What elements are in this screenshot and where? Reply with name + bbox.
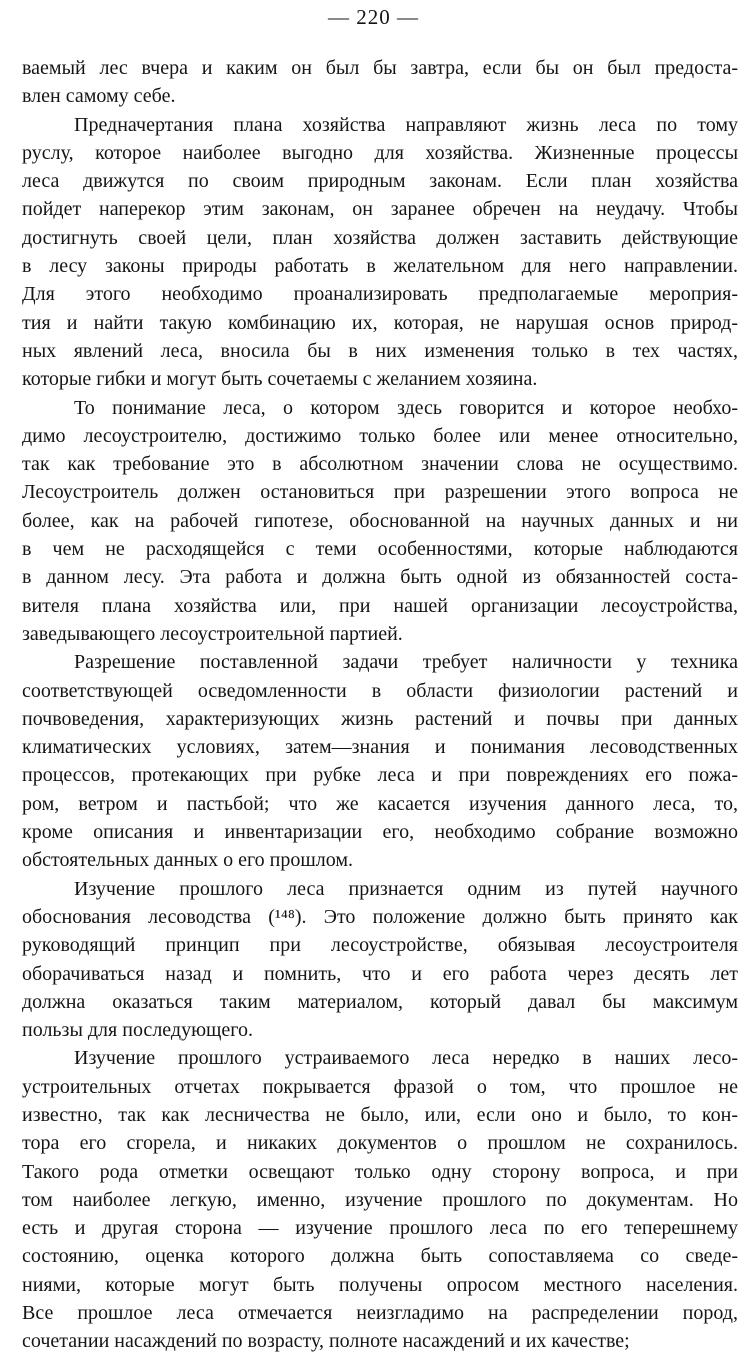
- text-line: более, как на рабочей гипотезе, обоснованной на научных данных и ни: [22, 509, 738, 532]
- text-line: должна оказаться таким материалом, который давал бы максимум: [22, 990, 738, 1013]
- text-line: влен самому себе.: [22, 85, 176, 108]
- text-line: леса движутся по своим природным законам. Если план хозяйства: [22, 170, 738, 193]
- text-line: вителя плана хозяйства или, при нашей организации лесоустройства,: [22, 594, 738, 617]
- text-line: заведывающего лесоустроительной партией.: [22, 622, 403, 645]
- text-line: Разрешение поставленной задачи требует наличности у техника: [74, 651, 738, 674]
- text-line: Лесоустроитель должен остановиться при разрешении этого вопроса не: [22, 481, 738, 504]
- text-body: [22, 54, 738, 1356]
- text-line: тия и найти такую комбинацию их, которая, не нарушая основ природ-: [22, 311, 738, 334]
- paragraph: [22, 394, 738, 649]
- text-line: Изучение прошлого устраиваемого леса нередко в наших лесо-: [74, 1047, 738, 1070]
- text-line: обстоятельных данных о его прошлом.: [22, 849, 354, 872]
- text-line: ром, ветром и пастьбой; что же касается изучения данного леса, то,: [22, 792, 738, 815]
- paragraph: [22, 111, 738, 394]
- text-line: которые гибки и могут быть сочетаемы с желанием хозяина.: [22, 368, 538, 391]
- text-line: Изучение прошлого леса признается одним из путей научного: [74, 877, 738, 900]
- text-line: ных явлений леса, вносила бы в них изменения только в тех частях,: [22, 339, 738, 362]
- text-line: ниями, которые могут быть получены опросом местного населения.: [22, 1273, 738, 1296]
- text-line: оборачиваться назад и помнить, что и его работа через десять лет: [22, 962, 738, 985]
- text-line: Такого рода отметки освещают только одну сторону вопроса, и при: [22, 1160, 738, 1183]
- text-line: ваемый лес вчера и каким он был бы завтра, если бы он был предоста-: [22, 57, 738, 79]
- text-line: так как требование это в абсолютном значении слова не осуществимо.: [22, 453, 738, 476]
- text-line: Для этого необходимо проанализировать предполагаемые мероприя-: [22, 283, 738, 306]
- text-line: соответствующей осведомленности в области физиологии растений и: [22, 679, 738, 702]
- text-line: процессов, протекающих при рубке леса и при повреждениях его пожа-: [22, 764, 738, 787]
- text-line: достигнуть своей цели, план хозяйства должен заставить действующие: [22, 226, 738, 249]
- paragraph: [22, 1044, 738, 1355]
- text-line: пойдет наперекор этим законам, он заранее обречен на неудачу. Чтобы: [22, 198, 738, 221]
- text-line: в лесу законы природы работать в желательном для него направлении.: [22, 255, 738, 278]
- text-line: том наиболее легкую, именно, изучение прошлого по документам. Но: [22, 1188, 738, 1211]
- text-line: То понимание леса, о котором здесь говорится и которое необхо-: [74, 396, 738, 419]
- text-line: Все прошлое леса отмечается неизгладимо на распределении пород,: [22, 1302, 738, 1325]
- paragraph: [22, 648, 738, 874]
- text-line: климатических условиях, затем—знания и понимания лесоводственных: [22, 736, 738, 759]
- text-line: устроительных отчетах покрывается фразой о том, что прошлое не: [22, 1075, 738, 1098]
- page-number: — 220 —: [328, 5, 419, 29]
- text-line: состоянию, оценка которого должна быть сопоставляема со сведе-: [22, 1245, 738, 1268]
- text-line: сочетании насаждений по возрасту, полноте насаждений и их качестве;: [22, 1330, 630, 1353]
- text-line: руслу, которое наиболее выгодно для хозяйства. Жизненные процессы: [22, 141, 738, 164]
- text-line: есть и другая сторона — изучение прошлого леса по его теперешнему: [22, 1217, 738, 1240]
- text-line: в данном лесу. Эта работа и должна быть одной из обязанностей соста-: [22, 566, 738, 589]
- text-line: обоснования лесоводства (¹⁴⁸). Это положение должно быть принято как: [22, 905, 738, 928]
- text-line: кроме описания и инвентаризации его, необходимо собрание возможно: [22, 821, 738, 844]
- paragraph: [22, 875, 738, 1045]
- text-line: пользы для последующего.: [22, 1019, 254, 1042]
- text-line: известно, так как лесничества не было, или, если оно и было, то кон-: [22, 1103, 738, 1126]
- text-line: в чем не расходящейся с теми особенностями, которые наблюдаются: [22, 538, 738, 561]
- paragraph: [22, 54, 738, 111]
- text-line: Предначертания плана хозяйства направляют жизнь леса по тому: [74, 113, 738, 136]
- text-line: тора его сгорела, и никаких документов о прошлом не сохранилось.: [22, 1132, 738, 1155]
- text-line: димо лесоустроителю, достижимо только более или менее относительно,: [22, 424, 738, 447]
- text-line: руководящий принцип при лесоустройстве, обязывая лесоустроителя: [22, 934, 738, 957]
- text-line: почвоведения, характеризующих жизнь растений и почвы при данных: [22, 707, 738, 730]
